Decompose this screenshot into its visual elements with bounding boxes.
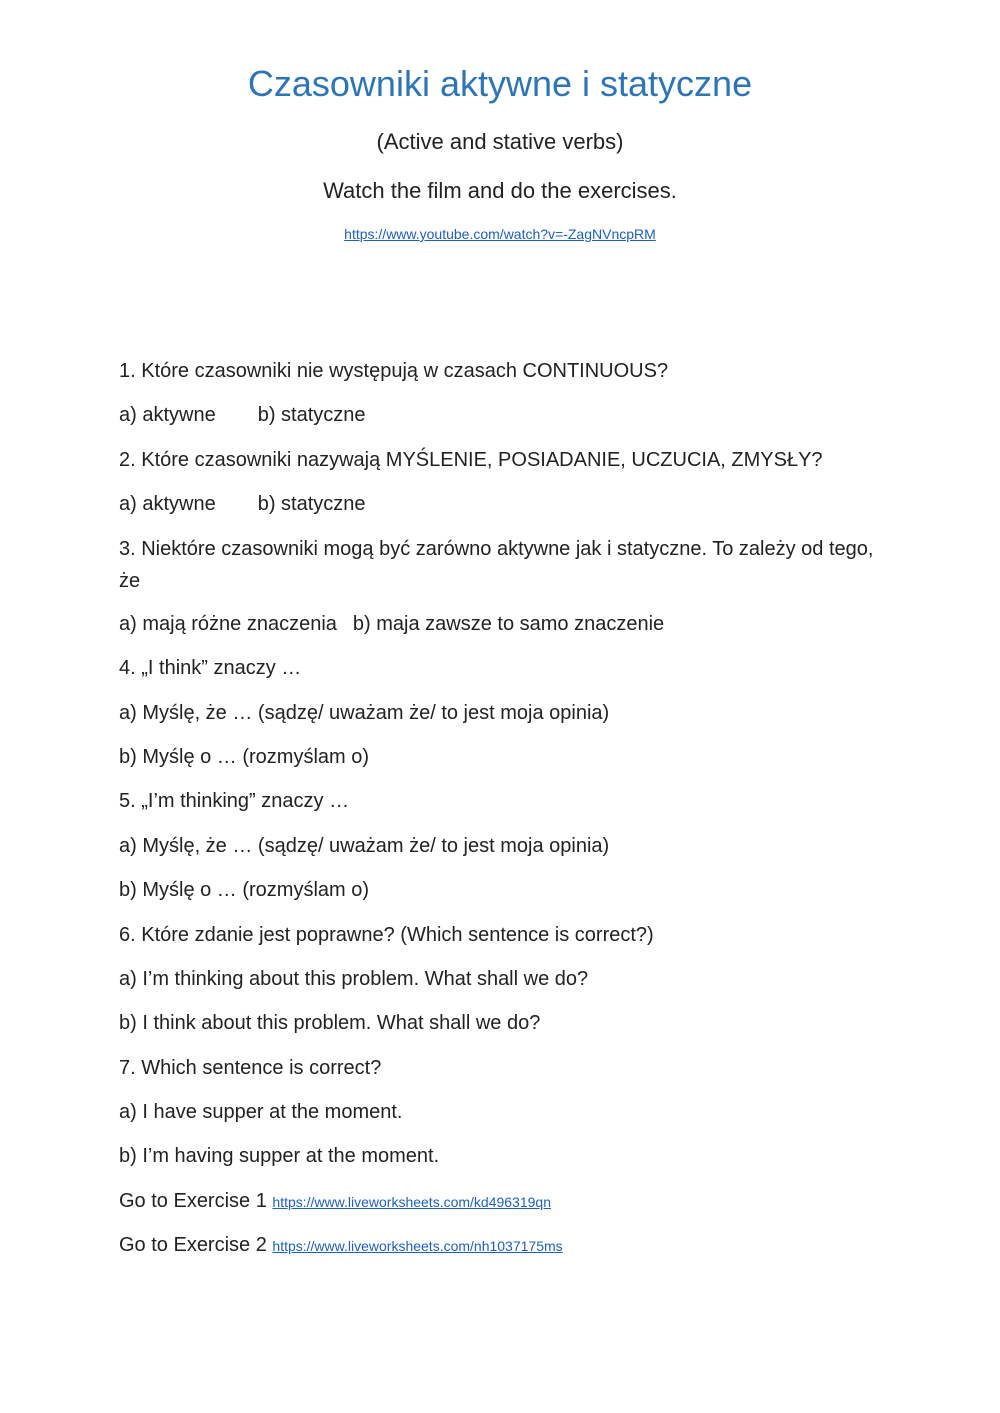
question-4-option-b[interactable]: b) Myślę o … (rozmyślam o): [119, 746, 370, 768]
question-4: 4. „I think” znaczy …: [119, 657, 302, 679]
exercise-2-label: Go to Exercise 2: [119, 1234, 267, 1256]
page-title: Czasowniki aktywne i statyczne: [247, 63, 753, 104]
question-2-options: [119, 489, 889, 519]
page-subtitle: (Active and stative verbs): [376, 129, 624, 154]
exercise-2-link[interactable]: https://www.liveworksheets.com/nh1037175ms: [272, 1238, 563, 1254]
exercise-1-label: Go to Exercise 1: [119, 1190, 267, 1212]
question-1-options: [119, 400, 889, 430]
video-link-line: [0, 224, 1000, 244]
question-6: 6. Które zdanie jest poprawne? (Which sentence is correct?): [119, 924, 654, 946]
question-5: 5. „I’m thinking” znaczy …: [119, 790, 350, 812]
question-5-option-a[interactable]: a) Myślę, że … (sądzę/ uważam że/ to jest moja opinia): [119, 835, 610, 857]
option-a[interactable]: a) aktywne: [119, 404, 216, 426]
option-a[interactable]: a) mają różne znaczenia: [119, 613, 337, 635]
youtube-link[interactable]: https://www.youtube.com/watch?v=-ZagNVncpRM: [344, 226, 656, 242]
exercise-1-line: [119, 1186, 889, 1217]
question-1: 1. Które czasowniki nie występują w czasach CONTINUOUS?: [119, 360, 669, 382]
instruction-text: Watch the film and do the exercises.: [323, 178, 677, 203]
question-6-option-a[interactable]: a) I’m thinking about this problem. What shall we do?: [119, 968, 589, 990]
option-a[interactable]: a) aktywne: [119, 493, 216, 515]
question-4-option-a[interactable]: a) Myślę, że … (sądzę/ uważam że/ to jest moja opinia): [119, 702, 610, 724]
exercise-2-line: [119, 1230, 889, 1261]
question-5-option-b[interactable]: b) Myślę o … (rozmyślam o): [119, 879, 370, 901]
question-3-options: [119, 609, 889, 639]
option-b[interactable]: b) statyczne: [257, 404, 366, 426]
option-b[interactable]: b) maja zawsze to samo znaczenie: [352, 613, 665, 635]
exercise-1-link[interactable]: https://www.liveworksheets.com/kd496319qn: [272, 1194, 551, 1210]
question-6-option-b[interactable]: b) I think about this problem. What shall we do?: [119, 1012, 541, 1034]
option-b[interactable]: b) statyczne: [257, 493, 366, 515]
question-7: 7. Which sentence is correct?: [119, 1057, 382, 1079]
question-7-option-a[interactable]: a) I have supper at the moment.: [119, 1101, 403, 1123]
question-3: 3. Niektóre czasowniki mogą być zarówno aktywne jak i statyczne. To zależy od tego, że: [119, 538, 874, 592]
question-2: 2. Które czasowniki nazywają MYŚLENIE, POSIADANIE, UCZUCIA, ZMYSŁY?: [119, 449, 823, 471]
question-7-option-b[interactable]: b) I’m having supper at the moment.: [119, 1145, 440, 1167]
